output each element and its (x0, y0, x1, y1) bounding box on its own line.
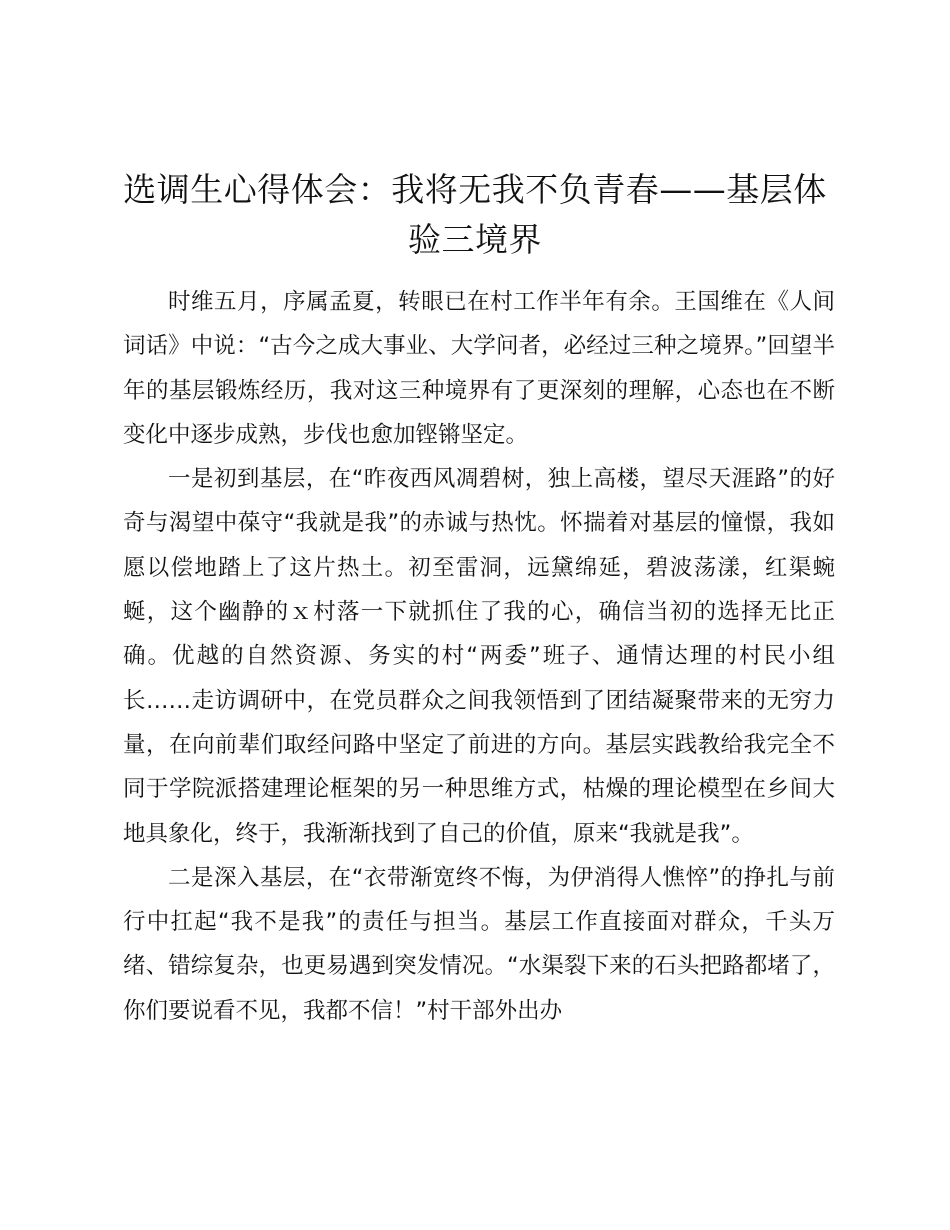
paragraph-3: 二是深入基层，在“衣带渐宽终不悔，为伊消得人憔悴”的挣扎与前行中扛起“我不是我”的责任与担当。基层工作直接面对群众，千头万绪、错综复杂，也更易遇到突发情况。“水渠裂下来的石头把路都堵了，你们要说看不见，我都不信！”村干部外出办 (123, 864, 835, 1024)
document-body (123, 280, 835, 1033)
document-title: 选调生心得体会：我将无我不负青春——基层体验三境界 (123, 170, 827, 259)
paragraph-2: 一是初到基层，在“昨夜西风凋碧树，独上高楼，望尽天涯路”的好奇与渴望中葆守“我就是我”的赤诚与热忱。怀揣着对基层的憧憬，我如愿以偿地踏上了这片热土。初至雷洞，远黛绵延，碧波荡漾，红渠蜿蜒，这个幽静的ｘ村落一下就抓住了我的心，确信当初的选择无比正确。优越的自然资源、务实的村“两委”班子、通情达理的村民小组长……走访调研中，在党员群众之间我领悟到了团结凝聚带来的无穷力量，在向前辈们取经问路中坚定了前进的方向。基层实践教给我完全不同于学院派搭建理论框架的另一种思维方式，枯燥的理论模型在乡间大地具象化，终于，我渐渐找到了自己的价值，原来“我就是我”。 (123, 466, 835, 847)
paragraph-1: 时维五月，序属孟夏，转眼已在村工作半年有余。王国维在《人间词话》中说：“古今之成大事业、大学问者，必经过三种之境界。”回望半年的基层锻炼经历，我对这三种境界有了更深刻的理解，心态也在不断变化中逐步成熟，步伐也愈加铿锵坚定。 (123, 289, 835, 448)
